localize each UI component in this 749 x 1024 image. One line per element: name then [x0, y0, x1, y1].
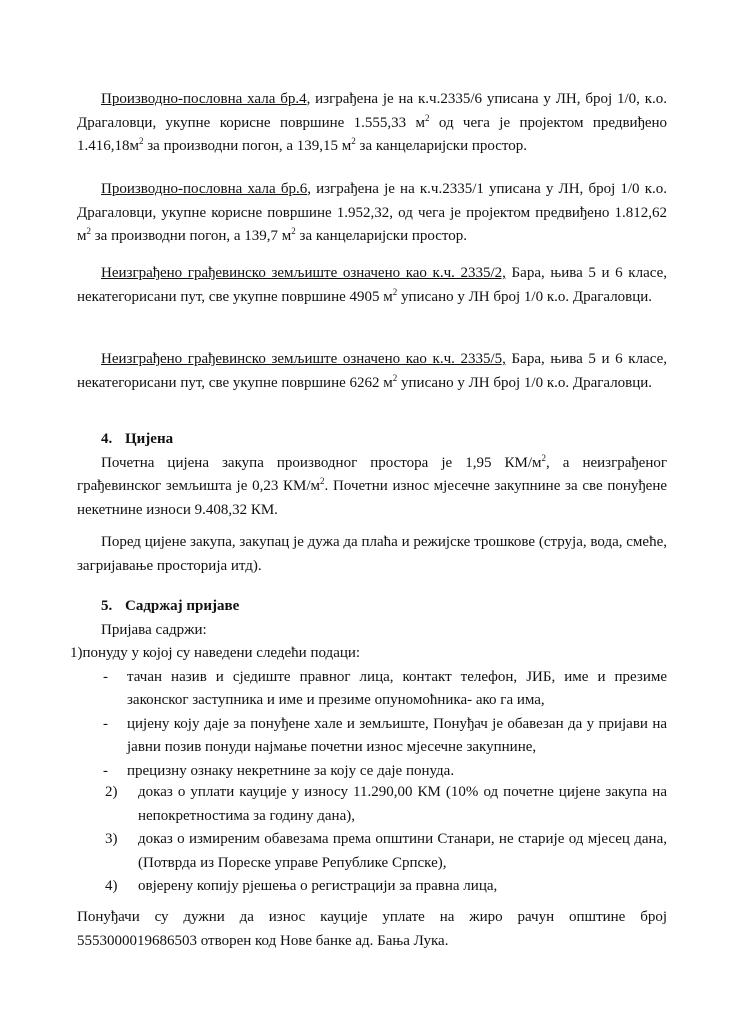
utility-costs-paragraph: Поред цијене закупа, закупац је дужа да плаћа и режијске трошкове (струја, вода, смеће, загријавање просторија итд).: [77, 534, 667, 574]
hall-6-heading: Производно-пословна хала бр.6: [101, 181, 308, 197]
section-4: [77, 428, 667, 522]
price-paragraph: Почетна цијена закупа производног простора је 1,95 $КМ/м^2$, а неизграђеног грађевинског земљишта је 0,23 $КМ/м^2$. Почетни износ мјесечне закупнине за све понуђене некетнине износи 9.408,32 КМ.: [77, 452, 668, 518]
section-5: [70, 595, 667, 783]
list-item: - тачан назив и сједиште правног лица, контакт телефон, ЈИБ, име и презиме законског заступника и име и презиме опуномоћника- ако га има,: [103, 668, 667, 708]
hall-6-paragraph: Производно-пословна хала бр.6, изграђена је на к.ч.2335/1 уписана у ЛН, број 1/0 к.о. Драгаловци, укупне корисне површине 1.952,32, од чега је пројектом предвиђено 1.812,62 $м^2$ за производни погон, а 139,7 $м^2$ за канцеларијски простор.: [77, 181, 667, 244]
closing-paragraph: Понуђачи су дужни да износ кауције уплате на жиро рачун општине број 5553000019686503 отворен код Нове банке ад. Бања Лука.: [77, 909, 667, 949]
section-5-heading: 5. Садржај пријаве: [101, 598, 240, 614]
land-2335-2-paragraph: Неизграђено грађевинско земљиште означено као к.ч. 2335/2, Бара, њива 5 и 6 класе, некатегорисани пут, све укупне површине 4905 $м^2$ уписано у ЛН број 1/0 к.о. Драгаловци.: [77, 265, 667, 305]
list-item: - прецизну ознаку некретнине за коју се даје понуда.: [103, 762, 455, 779]
required-documents-list: [77, 781, 667, 899]
section-4-heading: 4. Цијена: [101, 431, 174, 447]
application-item-1: 1)понуду у којој су наведени следећи подаци:: [70, 645, 361, 661]
land-2335-5-paragraph: Неизграђено грађевинско земљиште означено као к.ч. 2335/5, Бара, њива 5 и 6 класе, некатегорисани пут, све укупне површине 6262 $м^2$ уписано у ЛН број 1/0 к.о. Драгаловци.: [77, 351, 667, 391]
list-item: 3) доказ о измиреним обавезама према општини Станари, не старије од мјесец дана, (Потврда из Пореске управе Републике Српске),: [105, 831, 667, 871]
list-item: 4) овјерену копију рјешења о регистрацији за правна лица,: [105, 878, 498, 894]
land-2335-2-heading: Неизграђено грађевинско земљиште означено као к.ч. 2335/2,: [101, 265, 506, 281]
land-2335-5-heading: Неизграђено грађевинско земљиште означено као к.ч. 2335/5,: [101, 351, 506, 367]
hall-4-heading: Производно-пословна хала бр.4: [101, 91, 307, 107]
list-item: 2) доказ о уплати кауције у износу 11.290,00 КМ (10% од почетне цијене закупа на непокретностима за годину дана),: [105, 784, 667, 824]
offer-details-list: [77, 666, 667, 784]
application-intro: Пријава садржи:: [101, 621, 207, 638]
list-item: - цијену коју даје за понуђене хале и земљиште, Понуђач је обавезан да у пријави на јавни позив понуди најмање почетни износ мјесечне закупнине,: [103, 715, 667, 755]
hall-4-paragraph: Производно-пословна хала бр.4, изграђена је на к.ч.2335/6 уписана у ЛН, број 1/0, к.о. Драгаловци, укупне корисне површине 1.555,33 $м^2$ од чега је пројектом предвиђено $1.416,18м^2$ за производни погон, а 139,15 $м^2$ за канцеларијски простор.: [77, 91, 667, 154]
required-documents: [77, 781, 667, 899]
